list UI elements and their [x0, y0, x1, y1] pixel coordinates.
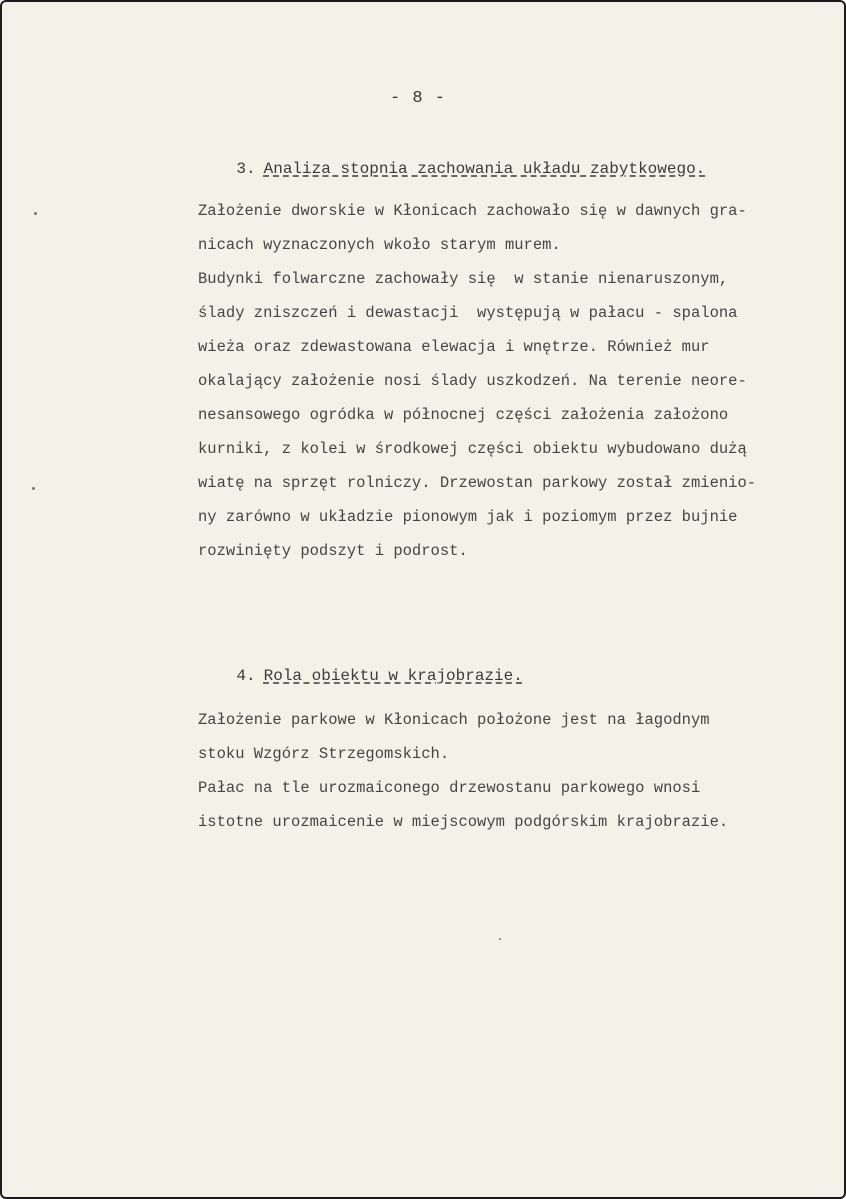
section-4-title: Rola obiektu w krajobrazie.	[263, 667, 523, 685]
text-line: nicach wyznaczonych wkoło starym murem.	[198, 236, 561, 254]
paper-speck	[34, 212, 37, 215]
section-4-number: 4.	[236, 667, 256, 685]
page-number: - 8 -	[390, 89, 447, 108]
text-line: istotne urozmaicenie w miejscowym podgórskim krajobrazie.	[198, 813, 729, 831]
section-3-number: 3.	[236, 160, 256, 178]
paper-speck	[499, 938, 501, 940]
section-4-paragraph	[198, 703, 728, 839]
text-line: Budynki folwarczne zachowały się w stanie nienaruszonym,	[198, 270, 729, 288]
text-line: Założenie parkowe w Kłonicach położone jest na łagodnym	[198, 711, 710, 729]
text-line: rozwinięty podszyt i podrost.	[198, 542, 468, 560]
text-line: Założenie dworskie w Kłonicach zachowało się w dawnych gra-	[198, 202, 747, 220]
paper-speck	[32, 487, 35, 490]
text-line: wiatę na sprzęt rolniczy. Drzewostan parkowy został zmienio-	[198, 474, 757, 492]
text-line: kurniki, z kolei w środkowej części obiektu wybudowano dużą	[198, 440, 747, 458]
text-line: ślady zniszczeń i dewastacji występują w pałacu - spalona	[198, 304, 738, 322]
text-line: wieża oraz zdewastowana elewacja i wnętrze. Również mur	[198, 338, 710, 356]
text-line: nesansowego ogródka w północnej części założenia założono	[198, 406, 729, 424]
section-3-title: Analiza stopnia zachowania układu zabytkowego.	[263, 160, 706, 178]
section-3-paragraph	[198, 194, 756, 568]
text-line: okalający założenie nosi ślady uszkodzeń. Na terenie neore-	[198, 372, 747, 390]
text-line: stoku Wzgórz Strzegomskich.	[198, 745, 450, 763]
text-line: Pałac na tle urozmaiconego drzewostanu parkowego wnosi	[198, 779, 701, 797]
section-4-heading	[198, 649, 523, 703]
text-line: ny zarówno w układzie pionowym jak i poziomym przez bujnie	[198, 508, 738, 526]
section-3-heading	[198, 142, 705, 196]
